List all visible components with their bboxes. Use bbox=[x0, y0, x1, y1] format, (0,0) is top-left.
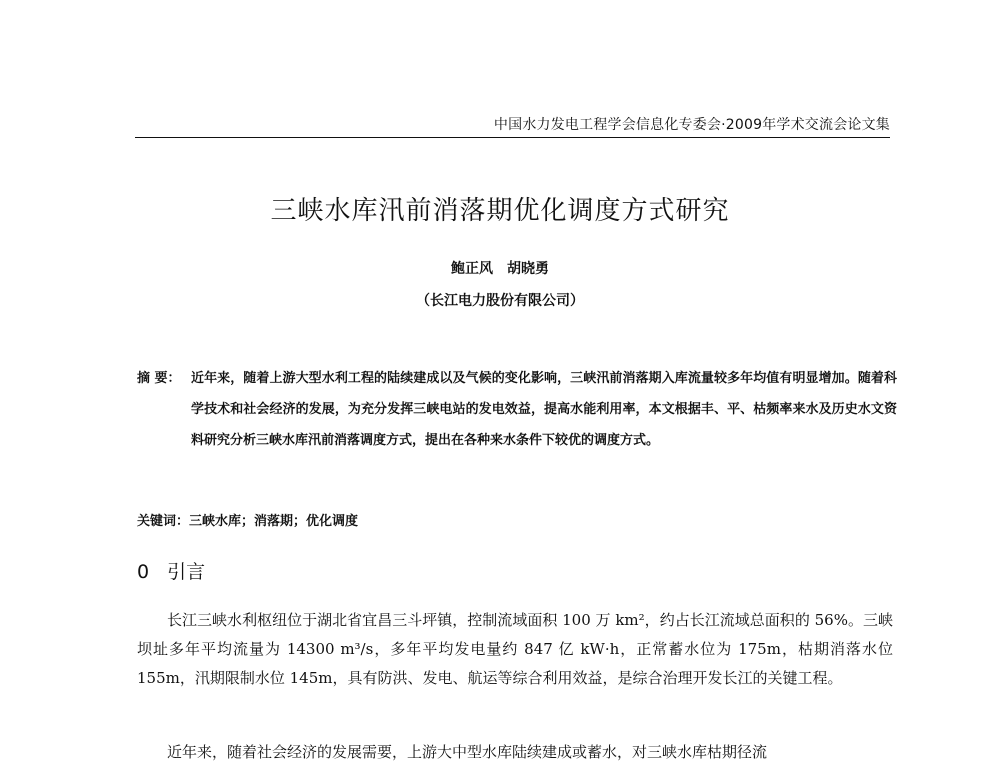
header-rule bbox=[135, 137, 890, 138]
author-name: 胡晓勇 bbox=[507, 261, 549, 277]
affiliation: （长江电力股份有限公司） bbox=[416, 293, 584, 309]
section-heading bbox=[137, 557, 205, 584]
keywords-text: 三峡水库；消落期；优化调度 bbox=[189, 514, 359, 529]
paper-title: 三峡水库汛前消落期优化调度方式研究 bbox=[270, 196, 730, 226]
keywords-label: 关键词： bbox=[137, 514, 190, 529]
abstract bbox=[137, 363, 897, 456]
abstract-label: 摘 要： bbox=[137, 371, 181, 386]
abstract-text: 近年来，随着上游大型水利工程的陆续建成以及气候的变化影响，三峡汛前消落期入库流量较多年均值有明显增加。随着科学技术和社会经济的发展，为充分发挥三峡电站的发电效益，提高水能利用率，本文根据丰、平、枯频率来水及历史水文资料研究分析三峡水库汛前消落调度方式，提出在各种来水条件下较优的调度方式。 bbox=[191, 371, 897, 448]
author-name: 鲍正风 bbox=[451, 261, 493, 277]
authors bbox=[0, 258, 1000, 278]
section-number: 0 bbox=[137, 561, 150, 583]
keywords bbox=[137, 510, 358, 529]
running-header: 中国水力发电工程学会信息化专委会·2009年学术交流会论文集 bbox=[493, 117, 890, 133]
body-paragraph: 近年来，随着社会经济的发展需要，上游大中型水库陆续建成或蓄水，对三峡水库枯期径流 bbox=[167, 743, 768, 761]
section-title: 引言 bbox=[167, 561, 206, 583]
body-paragraph: 长江三峡水利枢纽位于湖北省宜昌三斗坪镇，控制流域面积 100 万 km²，约占长江流域总面积的 56%。三峡坝址多年平均流量为 14300 m³/s，多年平均发电量约 847 亿 kW·h，正常蓄水位为 175m，枯期消落水位 155m，汛期限制水位 145m，具有防洪、发电、航运等综合利用效益，是综合治理开发长江的关键工程。 bbox=[137, 611, 893, 687]
